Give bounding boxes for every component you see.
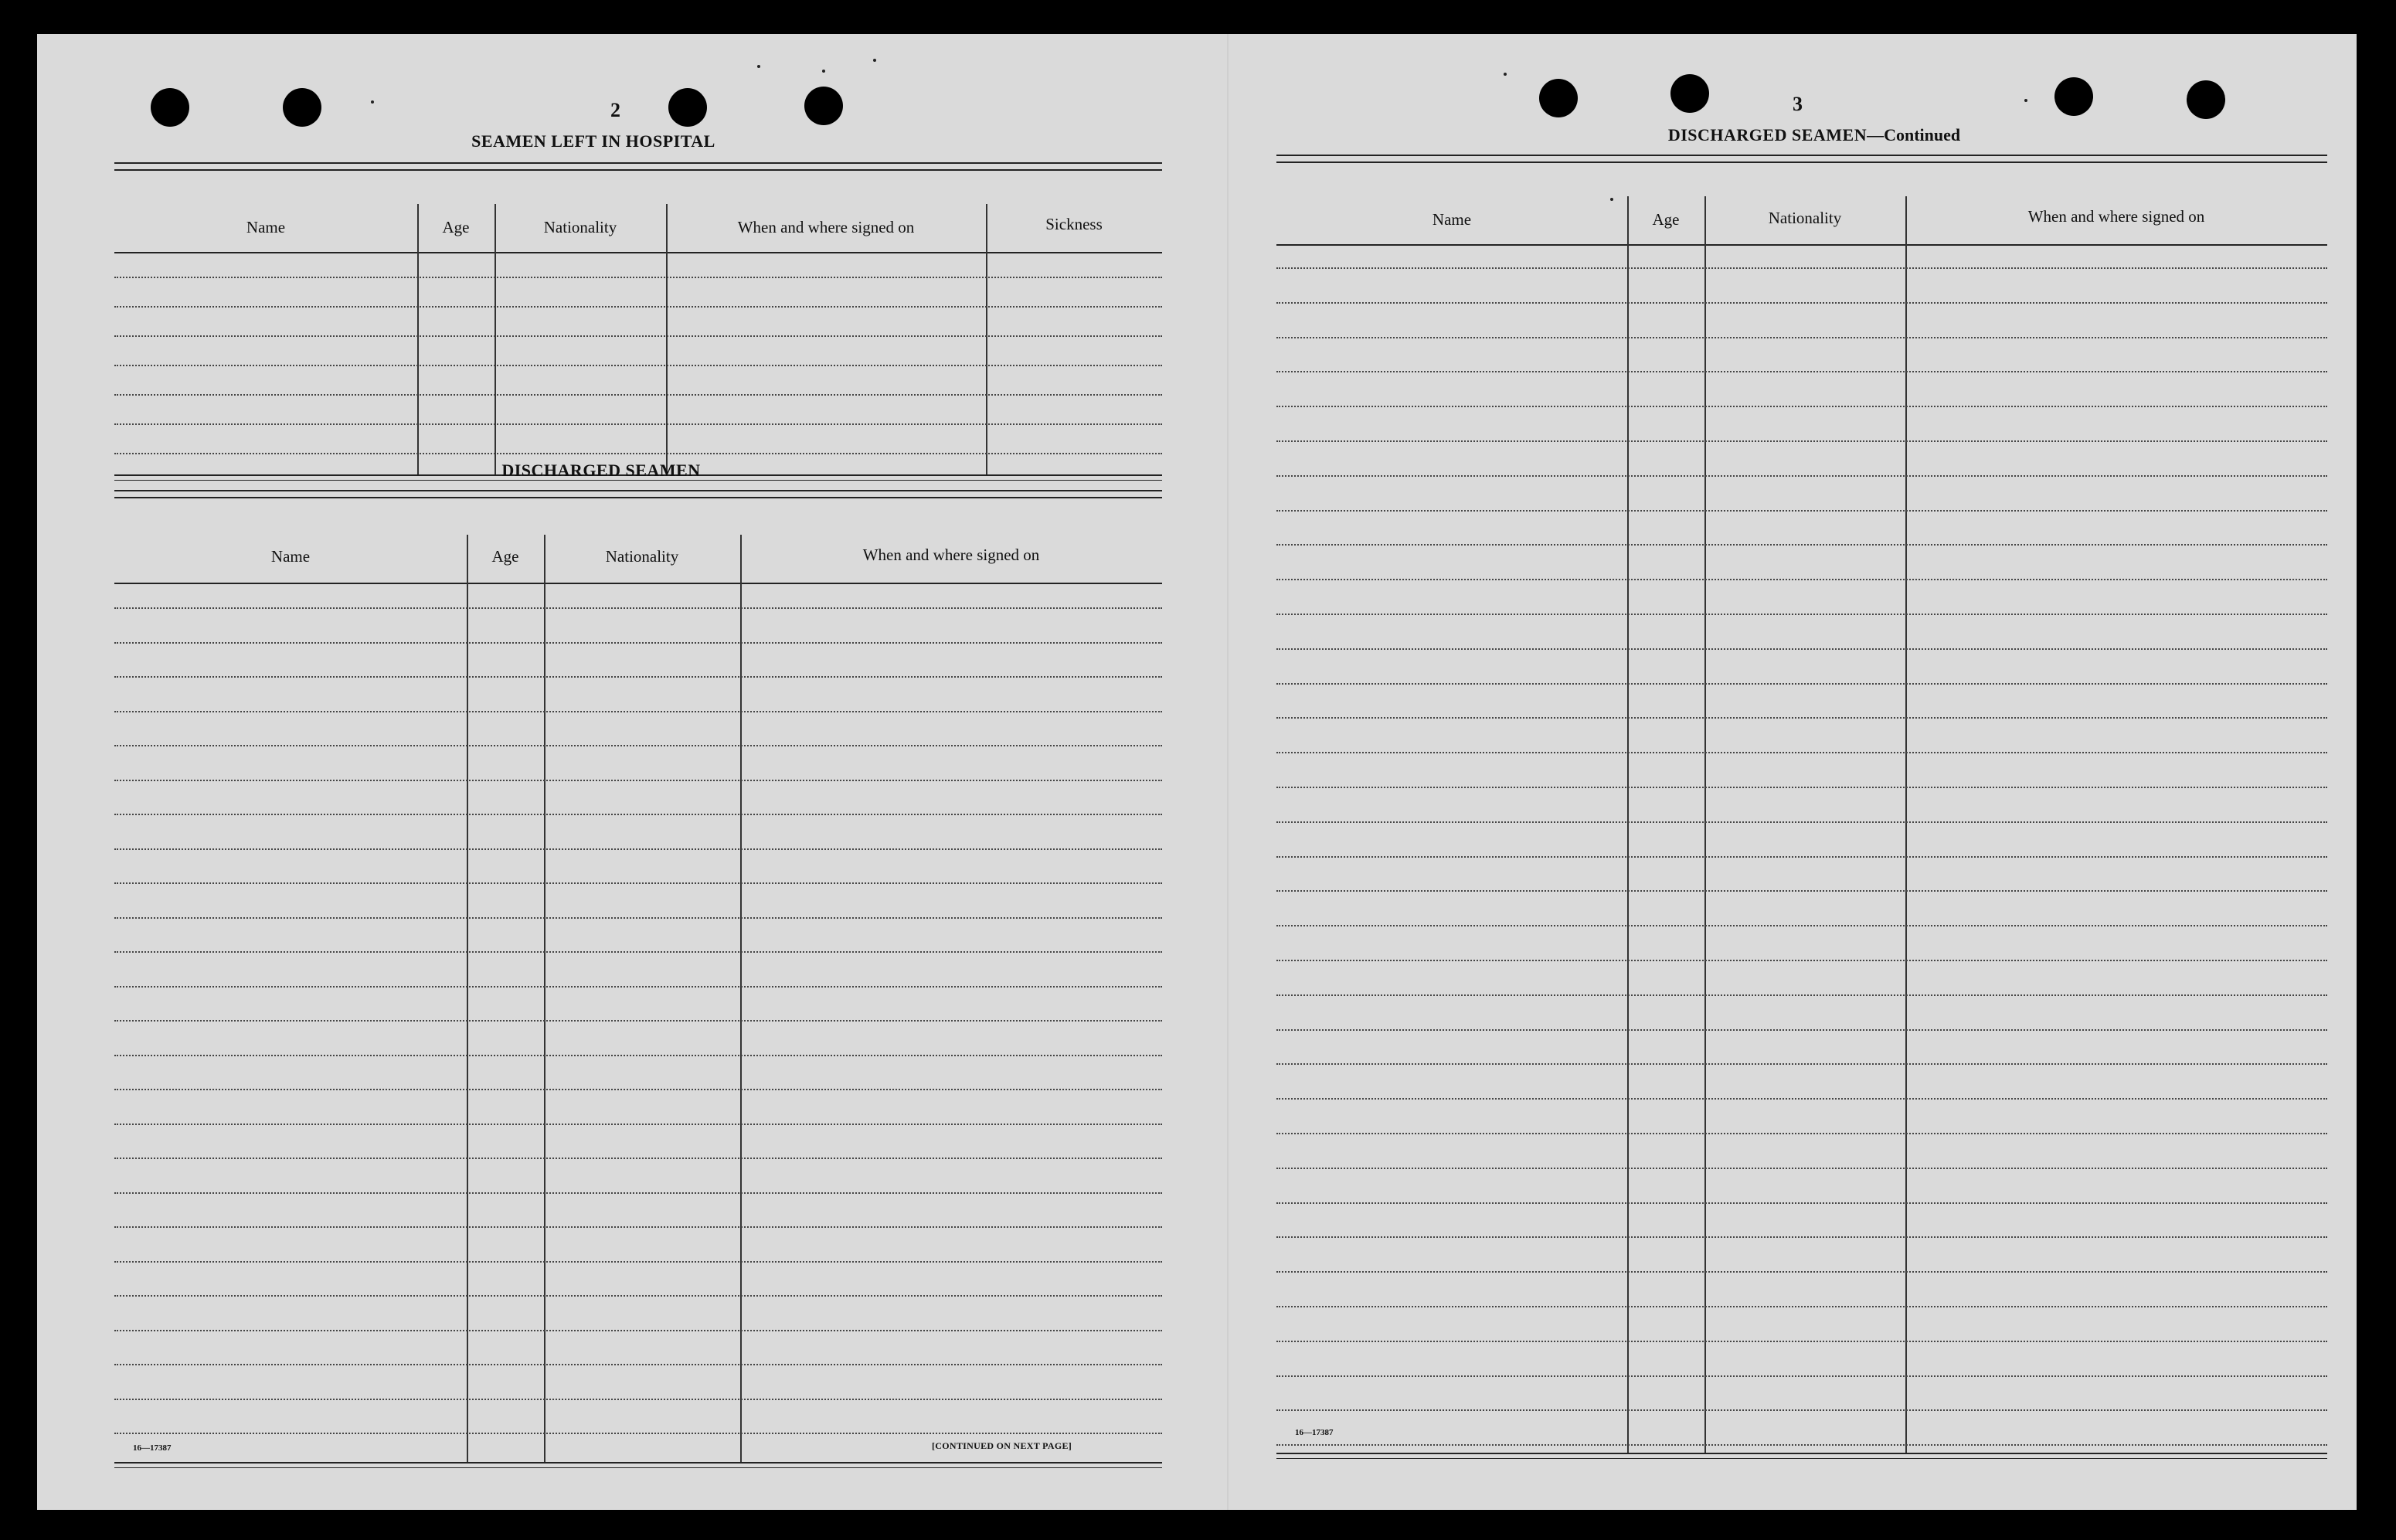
blank-entry-row [1276,1063,2327,1065]
speck [873,59,876,62]
column-divider [1905,196,1907,1454]
discharged-continued-title [1629,125,2000,145]
blank-entry-row [1276,337,2327,338]
page-number-left: 2 [610,99,620,121]
binder-hole [804,87,843,125]
speck [2024,99,2027,102]
header-rule [1276,244,2327,246]
col-header-age: Age [442,218,470,236]
col-header-name: Name [246,218,286,236]
blank-entry-row [1276,1098,2327,1100]
column-divider [1704,196,1706,1454]
blank-entry-row [1276,475,2327,477]
blank-entry-row [114,642,1162,644]
blank-entry-row [114,745,1162,746]
column-divider [467,535,468,1462]
binder-hole [668,88,707,127]
blank-entry-row [1276,510,2327,512]
blank-entry-row [1276,1236,2327,1238]
hospital-table [114,162,1162,482]
blank-entry-row [114,780,1162,781]
speck [822,70,825,73]
discharged-section-title: DISCHARGED SEAMEN [501,461,701,480]
blank-entry-row [1276,1375,2327,1377]
blank-entry-row [1276,440,2327,442]
blank-entry-row [1276,752,2327,753]
binder-hole [2054,77,2093,116]
col-header-name: Name [1432,210,1472,229]
col-header-signed-on: When and where signed on [737,218,915,236]
bottom-rule [1276,1453,2327,1459]
blank-entry-row [1276,1202,2327,1204]
blank-entry-row [1276,717,2327,719]
blank-entry-row [1276,994,2327,996]
blank-entry-row [114,1226,1162,1228]
blank-entry-row [114,711,1162,712]
col-header-age: Age [491,547,519,566]
blank-entry-row [114,814,1162,815]
col-header-nationality: Nationality [543,218,617,236]
blank-entry-row [114,607,1162,609]
form-code-right: 16—17387 [1295,1428,1334,1437]
col-header-sickness: Sickness [1045,215,1103,233]
blank-entry-row [114,882,1162,884]
continued-note: [CONTINUED ON NEXT PAGE] [932,1440,1072,1451]
document-sheet [37,34,2357,1510]
form-code-left: 16—17387 [133,1443,172,1453]
column-divider [544,535,545,1462]
blank-entry-row [114,1089,1162,1090]
blank-entry-row [114,1364,1162,1365]
blank-entry-row [1276,856,2327,858]
blank-entry-row [1276,787,2327,788]
blank-entry-row [1276,544,2327,546]
blank-entry-row [114,1433,1162,1434]
blank-entry-row [1276,1168,2327,1169]
column-divider [986,204,987,474]
bottom-rule [114,1462,1162,1468]
blank-entry-row [114,365,1162,366]
blank-entry-row [1276,1306,2327,1307]
top-double-rule [114,162,1162,171]
column-divider [417,204,419,474]
blank-entry-row [114,986,1162,988]
blank-entry-row [114,1192,1162,1194]
continued-suffix: —Continued [1867,125,1961,144]
blank-entry-row [1276,960,2327,961]
header-rule [114,252,1162,253]
col-header-name: Name [270,547,311,566]
col-header-age: Age [1652,210,1680,229]
column-divider [1627,196,1629,1454]
blank-entry-row [114,306,1162,308]
col-header-signed-on: When and where signed on [862,546,1040,564]
blank-entry-row [1276,267,2327,269]
discharged-table-right [1276,155,2327,1460]
column-divider [740,535,742,1462]
discharged-title-text: DISCHARGED SEAMEN [1667,125,1868,144]
blank-entry-row [114,676,1162,678]
blank-entry-row [1276,1341,2327,1342]
blank-entry-row [114,1158,1162,1159]
blank-entry-row [114,453,1162,454]
top-double-rule [1276,155,2327,163]
top-double-rule [114,490,1162,498]
blank-entry-row [1276,1271,2327,1273]
speck [1504,73,1507,76]
blank-entry-row [114,335,1162,337]
blank-entry-row [114,917,1162,919]
blank-entry-row [1276,1029,2327,1031]
blank-entry-row [1276,648,2327,650]
blank-entry-row [1276,1444,2327,1446]
binder-hole [1539,79,1578,117]
blank-entry-row [1276,1133,2327,1134]
page-number-right: 3 [1793,93,1803,115]
speck [757,65,760,68]
blank-entry-row [114,1399,1162,1400]
blank-entry-row [114,423,1162,425]
col-header-nationality: Nationality [605,547,679,566]
binder-hole [2187,80,2225,119]
blank-entry-row [114,848,1162,850]
blank-entry-row [1276,821,2327,823]
col-header-signed-on: When and where signed on [2027,207,2205,226]
header-rule [114,583,1162,584]
blank-entry-row [1276,579,2327,580]
binder-hole [1670,74,1709,113]
blank-entry-row [114,1330,1162,1331]
col-header-nationality: Nationality [1768,209,1842,227]
column-divider [666,204,668,474]
blank-entry-row [114,394,1162,396]
hospital-section-title: SEAMEN LEFT IN HOSPITAL [471,131,715,151]
blank-entry-row [1276,925,2327,926]
blank-entry-row [1276,302,2327,304]
blank-entry-row [1276,1409,2327,1411]
blank-entry-row [114,1124,1162,1125]
blank-entry-row [1276,371,2327,372]
blank-entry-row [1276,890,2327,892]
binder-hole [283,88,321,127]
discharged-table-left [114,490,1162,1471]
blank-entry-row [114,1295,1162,1297]
blank-entry-row [114,1020,1162,1022]
page-fold [1227,34,1229,1510]
speck [371,100,374,104]
blank-entry-row [114,951,1162,953]
blank-entry-row [1276,406,2327,407]
blank-entry-row [1276,683,2327,685]
binder-hole [151,88,189,127]
blank-entry-row [114,1055,1162,1056]
column-divider [494,204,496,474]
blank-entry-row [114,277,1162,278]
blank-entry-row [114,1261,1162,1263]
blank-entry-row [1276,614,2327,615]
